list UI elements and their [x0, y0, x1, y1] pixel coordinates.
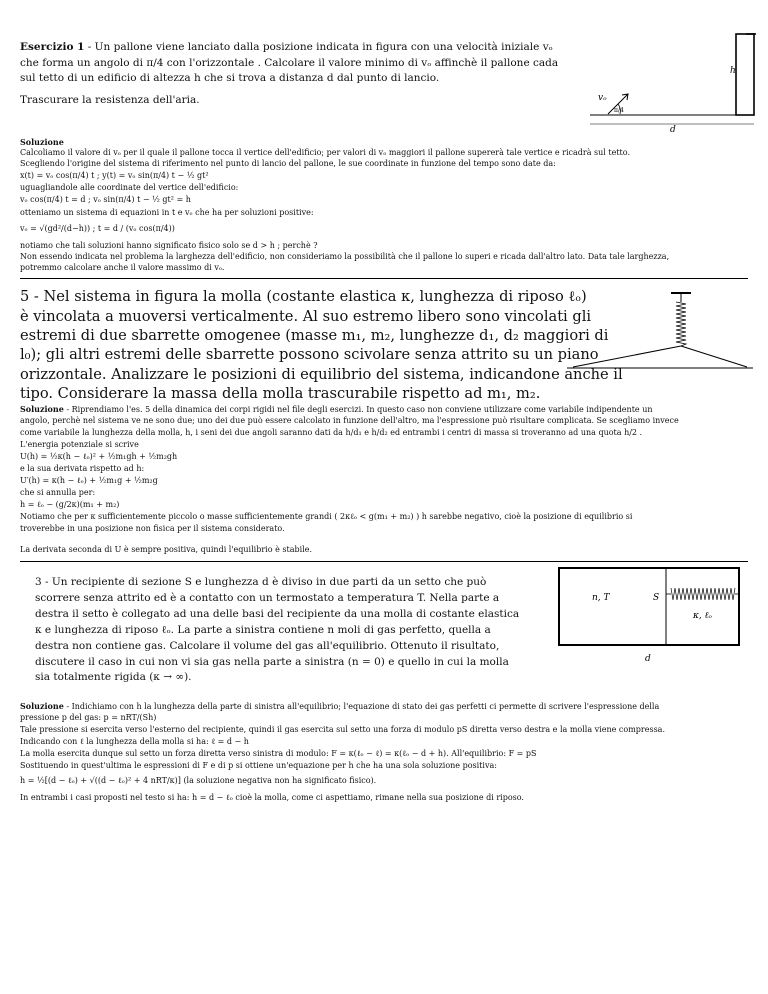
- ex5-sol-9: h = ℓₒ − (g/2κ)(m₁ + m₂): [20, 500, 120, 509]
- spring-label: κ, ℓₒ: [693, 611, 712, 621]
- ex5-sol-1: - Riprendiamo l'es. 5 della dinamica dei corpi rigidi nel file degli esercizi. In questo caso non conviene utilizzare come variabile indipendente un: [63, 405, 653, 414]
- ex3-statement-3: destra il setto è collegato ad una delle basi del recipiente da una molla di costante elastica: [35, 608, 520, 620]
- ex5-sol-11: troverebbe in una posizione non fisica per il sistema considerato.: [20, 524, 285, 533]
- ex3-sol-7: h = ½[(d − ℓₒ) + √((d − ℓₒ)² + 4 nRT/κ)] (la soluzione negativa non ha significato fisico).: [20, 776, 377, 785]
- ex3-sol-1: - Indichiamo con h la lunghezza della parte di sinistra all'equilibrio; l'equazione di stato dei gas perfetti ci permette di scrivere l'espressione della: [63, 702, 660, 711]
- ex1-sol-3: x(t) = vₒ cos(π/4) t ; y(t) = vₒ sin(π/4) t − ½ gt²: [20, 171, 209, 180]
- ex1-sol-10: potremmo calcolare anche il valore massimo di vₒ.: [20, 263, 225, 272]
- ex3-sol-line-1: [20, 701, 659, 712]
- ex1-statement-1: - Un pallone viene lanciato dalla posizione indicata in figura con una velocità iniziale vₒ: [84, 41, 553, 53]
- ex3-statement-2: scorrere senza attrito ed è a contatto con un termostato a temperatura T. Nella parte a: [35, 592, 500, 604]
- container: [559, 568, 739, 645]
- ex1-sol-8: notiamo che tali soluzioni hanno significato fisico solo se d > h ; perchè ?: [20, 241, 318, 250]
- vo-label: vₒ: [598, 93, 607, 103]
- ex3-figure: [558, 566, 758, 666]
- ex3-sol-3: Tale pressione si esercita verso l'esterno del recipiente, quindi il gas esercita sul setto una forza di modulo pS diretta verso destra e la molla viene compressa.: [20, 725, 665, 734]
- ex1-statement-3: sul tetto di un edificio di altezza h che si trova a distanza d dal punto di lancio.: [20, 72, 440, 84]
- ex5-statement-2: è vincolata a muoversi verticalmente. Al suo estremo libero sono vincolati gli: [20, 308, 592, 325]
- d-label: d: [670, 125, 676, 135]
- ex5-sol-3: come variabile la lunghezza della molla, h, i seni dei due angoli saranno dati da h/d₁ e h/d₂ ed entrambi i centri di massa si troveranno ad una quota h/2 .: [20, 428, 643, 437]
- ex5-sol-12: La derivata seconda di U è sempre positiva, quindi l'equilibrio è stabile.: [20, 545, 312, 554]
- ex5-solution-title: Soluzione: [20, 404, 64, 414]
- rod-left: [573, 346, 681, 367]
- ex1-sol-1: Calcoliamo il valore di vₒ per il quale il pallone tocca il vertice dell'edificio; per valori di vₒ maggiori il pallone supererà tale vertice e ricadrà sul tetto.: [20, 148, 630, 157]
- ex5-figure: [565, 292, 755, 372]
- length-label: d: [645, 654, 651, 664]
- ex1-statement-2: che forma un angolo di π/4 con l'orizzontale . Calcolare il valore minimo di vₒ affinchè il pallone cada: [20, 57, 559, 69]
- ex1-sol-4: uguagliandole alle coordinate del vertice dell'edificio:: [20, 183, 239, 192]
- ex3-statement-4: κ e lunghezza di riposo ℓₒ. La parte a sinistra contiene n moli di gas perfetto, quella a: [35, 624, 491, 636]
- ex3-sol-2: pressione p del gas: p = nRT/(Sh): [20, 713, 157, 722]
- angle-label: π/4: [614, 107, 624, 114]
- setto-label: S: [653, 593, 660, 603]
- ex5-sol-line-1: [20, 404, 653, 415]
- separator-1: [20, 278, 748, 279]
- ex5-sol-2: angolo, perchè nel sistema ve ne sono due; uno dei due può essere calcolato in funzione dell'altro, ma l'espressione può risultare complicata. Se scegliamo invece: [20, 416, 679, 425]
- ex5-sol-5: U(h) = ½κ(h − ℓₒ)² + ½m₁gh + ½m₂gh: [20, 452, 178, 461]
- ex3-statement-7: sia totalmente rigida (κ → ∞).: [35, 671, 192, 683]
- building: [736, 34, 754, 115]
- ex5-sol-4: L'energia potenziale si scrive: [20, 440, 139, 449]
- ex5-statement-1: 5 - Nel sistema in figura la molla (costante elastica κ, lunghezza di riposo ℓₒ): [20, 288, 587, 305]
- ex1-sol-7: vₒ = √(gd²/(d−h)) ; t = d / (vₒ cos(π/4)): [20, 224, 175, 233]
- ex5-sol-7: U′(h) = κ(h − ℓₒ) + ½m₁g + ½m₂g: [20, 476, 158, 485]
- h-label: h: [730, 66, 736, 76]
- separator-2: [20, 561, 748, 562]
- ex3-statement-1: 3 - Un recipiente di sezione S e lunghezza d è diviso in due parti da un setto che può: [35, 576, 487, 588]
- gas-label: n, T: [592, 593, 610, 603]
- ex5-statement-4: l₀); gli altri estremi delle sbarrette possono scivolare senza attrito su un piano: [20, 346, 599, 363]
- ex5-statement-6: tipo. Considerare la massa della molla trascurabile rispetto ad m₁, m₂.: [20, 385, 541, 402]
- ex3-statement-6: discutere il caso in cui non vi sia gas nella parte a sinistra (n = 0) e quello in cui la molla: [35, 656, 509, 668]
- ex3-statement-5: destra non contiene gas. Calcolare il volume del gas all'equilibrio. Ottenuto il risultato,: [35, 640, 500, 652]
- vertical-spring: [676, 294, 686, 346]
- rod-right: [681, 346, 747, 367]
- ex1-sol-6: otteniamo un sistema di equazioni in t e vₒ che ha per soluzioni positive:: [20, 208, 314, 217]
- ex1-figure: [588, 28, 758, 143]
- ex1-title: Esercizio 1: [20, 41, 85, 53]
- horizontal-spring: [666, 588, 739, 600]
- ex1-sol-5: vₒ cos(π/4) t = d ; vₒ sin(π/4) t − ½ gt² = h: [20, 195, 191, 204]
- ex3-sol-5: La molla esercita dunque sul setto un forza diretta verso sinistra di modulo: F = κ(ℓₒ − ℓ) = κ(ℓₒ − d + h). All'equilibrio: F = pS: [20, 749, 537, 758]
- ex3-sol-8: In entrambi i casi proposti nel testo si ha: h = d − ℓₒ cioè la molla, come ci aspettiamo, rimane nella sua posizione di riposo.: [20, 793, 524, 802]
- ex5-statement-3: estremi di due sbarrette omogenee (masse m₁, m₂, lunghezze d₁, d₂ maggiori di: [20, 327, 609, 344]
- ex1-line-1: [20, 41, 553, 54]
- ex5-sol-8: che si annulla per:: [20, 488, 96, 497]
- ex5-sol-6: e la sua derivata rispetto ad h:: [20, 464, 145, 473]
- ex1-sol-2: Scegliendo l'origine del sistema di riferimento nel punto di lancio del pallone, le sue coordinate in funzione del tempo sono date da:: [20, 159, 556, 168]
- ex3-solution-title: Soluzione: [20, 701, 64, 711]
- ex1-sol-9: Non essendo indicata nel problema la larghezza dell'edificio, non consideriamo la possibilità che il pallone lo superi e ricada dall'altro lato. Data tale larghezza,: [20, 252, 670, 261]
- ex5-sol-10: Notiamo che per κ sufficientemente piccolo o masse sufficientemente grandi ( 2κℓₒ < g(m₁ + m₂) ) h sarebbe negativo, cioè la posizione di equilibrio si: [20, 512, 633, 521]
- ex5-statement-5: orizzontale. Analizzare le posizioni di equilibrio del sistema, indicandone anche il: [20, 366, 623, 383]
- ex1-solution-title: Soluzione: [20, 137, 64, 147]
- ex3-sol-4: Indicando con ℓ la lunghezza della molla si ha: ℓ = d − h: [20, 737, 249, 746]
- ex1-statement-4: Trascurare la resistenza dell'aria.: [20, 94, 200, 106]
- ex3-sol-6: Sostituendo in quest'ultima le espressioni di F e di p si ottiene un'equazione per h che ha una sola soluzione positiva:: [20, 761, 497, 770]
